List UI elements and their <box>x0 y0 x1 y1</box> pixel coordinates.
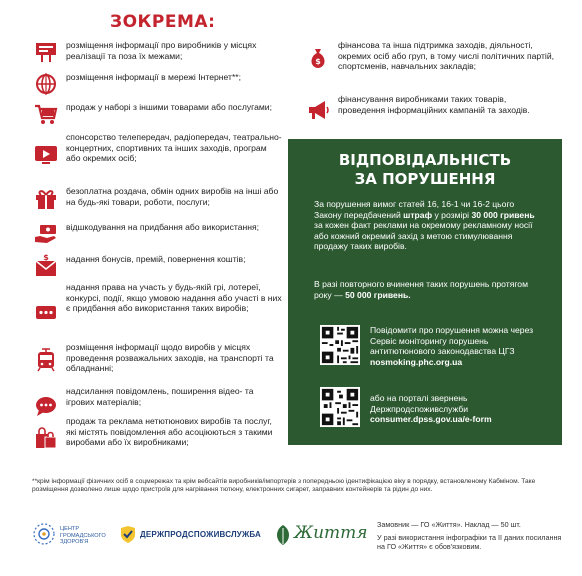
footer-credits <box>377 520 567 551</box>
megaphone-icon <box>306 98 330 122</box>
phc-logo <box>32 520 112 550</box>
dpss-logo-text: ДЕРЖПРОДСПОЖИВСЛУЖБА <box>140 530 262 539</box>
svg-text:$: $ <box>43 254 49 262</box>
tram-icon <box>34 348 58 372</box>
title-line: ЗА ПОРУШЕННЯ <box>354 170 496 188</box>
item-text: розміщення інформації про виробників у місцях реалізації та поза їх межами; <box>66 40 257 61</box>
video-play-icon <box>34 142 58 166</box>
billboard-icon <box>34 40 58 64</box>
svg-text:$: $ <box>315 57 321 66</box>
money-hand-icon <box>34 222 58 246</box>
item-text: надання бонусів, премій, повернення коштів; <box>66 254 246 264</box>
item-text: надання права на участь у будь-якій грі, лотереї, конкурсі, події, якщо умовою надання або участі в них є придбання або використання таких виробів; <box>66 282 282 314</box>
item-text: надсилання повідомлень, поширення відео- та ігрових матеріалів; <box>66 386 254 407</box>
item-text: фінансування виробниками таких товарів, проведення інформаційних кампаній та заходів. <box>338 94 530 115</box>
heading: ЗОКРЕМА: <box>110 12 216 32</box>
phc-logo-text: ЦЕНТР ГРОМАДСЬКОГО ЗДОРОВ'Я <box>60 526 106 546</box>
item-text: розміщення інформації в мережі Інтернет**; <box>66 72 242 82</box>
title-line: ВІДПОВІДАЛЬНІСТЬ <box>338 151 512 169</box>
money-bag-icon <box>306 46 330 70</box>
dice-icon <box>34 300 58 324</box>
responsibility-panel <box>288 139 562 445</box>
item-text: відшкодування на придбання або використання; <box>66 222 260 232</box>
dpss-logo <box>120 520 260 550</box>
item-text: безоплатна роздача, обмін одних виробів на інші або на будь-які товари, роботи, послуги; <box>66 186 279 207</box>
item-text: спонсорство телепередач, радіопередач, театрально-концертних, спортивних та інших заходів, програм або окремих осіб; <box>66 132 282 164</box>
item-text: розміщення інформації щодо виробів у місцях проведення розважальних заходів, на транспорті та обладнанні; <box>66 342 274 374</box>
chat-bubble-icon <box>34 394 58 418</box>
internet-icon <box>34 72 58 96</box>
portal-link-text: або на порталі звернень Держпродспоживслужби consumer.dpss.gov.ua/e-form <box>370 393 492 425</box>
qr-code-nosmoking[interactable] <box>320 325 360 365</box>
dpss-shield-icon <box>120 526 136 544</box>
item-text: продаж у наборі з іншими товарами або послугами; <box>66 102 272 112</box>
qr-code-consumer[interactable] <box>320 387 360 427</box>
leaf-icon <box>274 524 292 546</box>
shopping-bags-icon <box>34 426 58 450</box>
shopping-cart-icon <box>34 102 58 126</box>
footer-attribution-line: У разі використання інфографіки та її даних посилання на ГО «Життя» є обов'язковим. <box>377 533 562 551</box>
phc-logo-icon <box>32 522 56 546</box>
footer-customer-line: Замовник — ГО «Життя». Наклад — 50 шт. <box>377 520 521 529</box>
item-text: продаж та реклама нетютюнових виробів та послуг, які містять повідомлення або асоціюються з такими виробами або їх виробниками; <box>66 416 273 448</box>
fine-paragraph: За порушення вимог статей 16, 16-1 чи 16-2 цього Закону передбачений штраф у розмірі 30 000 гривень за кожен факт реклами на окремому рекламному носії або кожний окремий захід з метою стимулювання продажу таких виробів. <box>314 199 535 252</box>
repeat-fine-paragraph: В разі повторного вчинення таких порушень протягом року — 50 000 гривень. <box>314 279 528 300</box>
item-text: фінансова та інша підтримка заходів, діяльності, окремих осіб або груп, в тому числі політичних партій, спортсменів, навчальних закладів; <box>338 40 555 72</box>
gift-icon <box>34 186 58 210</box>
report-link-text: Повідомити про порушення можна через Сервіс моніторингу порушень антитютюнового законодавства ЦГЗ nosmoking.phc.org.ua <box>370 325 534 367</box>
zhyttia-logo-text: Життя <box>294 523 368 543</box>
footnote: **крім інформації фізичних осіб в соцмережах та крім вебсайтів виробників/імпортерів з попередньою ідентифікацією віку в порядку, встановленому Кабміном. Таке розміщення дозволено лише щодо пристроїв для нагрівання тютюну, електронних сигарет, заправних контейнерів та рідин до них. <box>32 478 536 494</box>
responsibility-title <box>288 151 562 189</box>
envelope-money-icon <box>34 254 58 278</box>
footer-logos <box>32 520 368 556</box>
zhyttia-logo <box>274 520 368 550</box>
